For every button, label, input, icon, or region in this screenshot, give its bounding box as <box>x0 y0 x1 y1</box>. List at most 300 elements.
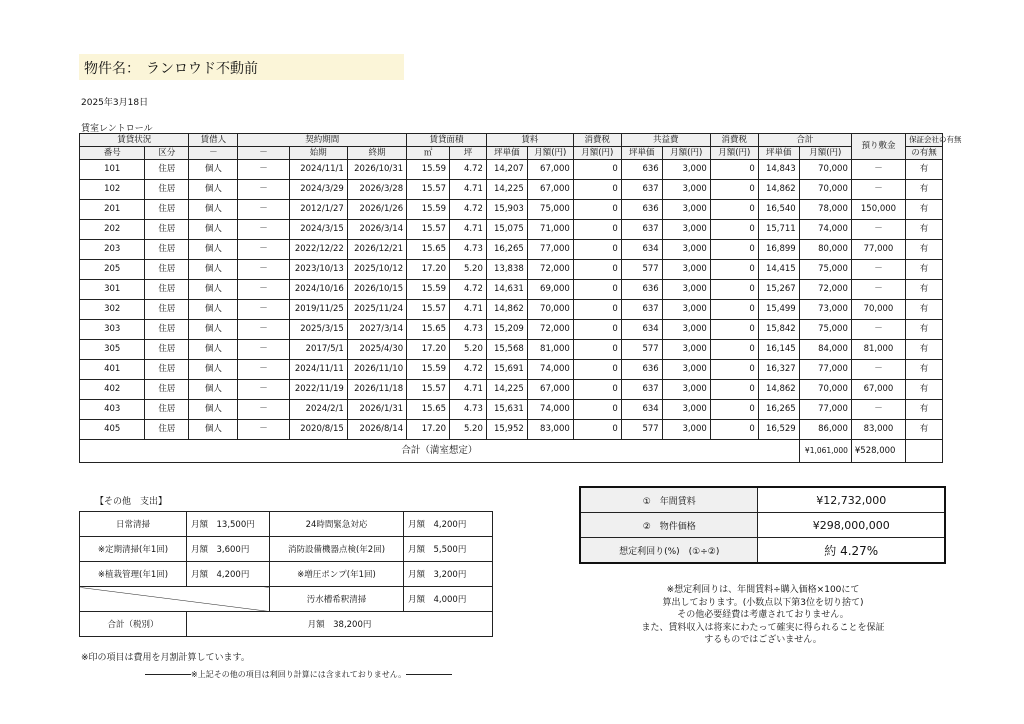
col-tenant-type: － <box>189 147 238 160</box>
category-cell: 住居 <box>145 240 189 260</box>
table-row <box>80 320 943 340</box>
contract-start-cell: 2024/11/1 <box>289 160 347 180</box>
total-per-tsubo-cell: 16,529 <box>758 420 799 440</box>
rent-per-tsubo-cell: 15,952 <box>486 420 527 440</box>
dash-cell: － <box>238 360 289 380</box>
total-monthly-cell: 77,000 <box>799 360 851 380</box>
total-per-tsubo-cell: 16,327 <box>758 360 799 380</box>
rent-monthly-cell: 67,000 <box>527 160 573 180</box>
area-sqm-cell: 15.59 <box>407 200 450 220</box>
rent-roll-body <box>80 160 943 440</box>
dash-cell: － <box>238 180 289 200</box>
rent-per-tsubo-cell: 14,225 <box>486 180 527 200</box>
guarantor-cell: 有 <box>906 360 943 380</box>
contract-end-cell: 2026/10/31 <box>347 160 406 180</box>
guarantor-cell: 有 <box>906 160 943 180</box>
table-row <box>80 340 943 360</box>
area-sqm-cell: 15.65 <box>407 240 450 260</box>
dash-cell: － <box>238 300 289 320</box>
tax-monthly-cell: 0 <box>573 320 621 340</box>
yield-note-line: また、賃料収入は将来にわたって確実に得られることを保証 <box>641 622 885 633</box>
list-item <box>80 537 493 562</box>
area-tsubo-cell: 4.73 <box>450 240 487 260</box>
dash-cell: － <box>238 420 289 440</box>
col-group-area: 賃貸面積 <box>407 134 487 147</box>
dash-cell: － <box>238 380 289 400</box>
area-tsubo-cell: 4.71 <box>450 180 487 200</box>
common-per-tsubo-cell: 636 <box>621 160 662 180</box>
common-per-tsubo-cell: 636 <box>621 360 662 380</box>
area-sqm-cell: 17.20 <box>407 340 450 360</box>
col-group-lease-status: 賃貸状況 <box>80 134 189 147</box>
common-per-tsubo-cell: 637 <box>621 300 662 320</box>
category-cell: 住居 <box>145 220 189 240</box>
rent-monthly-cell: 83,000 <box>527 420 573 440</box>
other-costs-total-label: 合計（税別） <box>80 612 187 637</box>
rent-monthly-cell: 72,000 <box>527 260 573 280</box>
rent-monthly-cell: 71,000 <box>527 220 573 240</box>
common-monthly-cell: 3,000 <box>662 260 710 280</box>
tax2-monthly-cell: 0 <box>710 340 758 360</box>
tax2-monthly-cell: 0 <box>710 320 758 340</box>
yield-note-line: するものではございません。 <box>704 635 822 645</box>
area-tsubo-cell: 4.73 <box>450 400 487 420</box>
category-cell: 住居 <box>145 160 189 180</box>
unit-number-cell: 201 <box>80 200 145 220</box>
tenant-type-cell: 個人 <box>189 220 238 240</box>
rent-roll-total-empty <box>906 440 943 463</box>
guarantor-cell: 有 <box>906 280 943 300</box>
tax2-monthly-cell: 0 <box>710 160 758 180</box>
col-group-rent: 賃料 <box>486 134 573 147</box>
contract-start-cell: 2024/10/16 <box>289 280 347 300</box>
dash-cell: － <box>238 160 289 180</box>
other-costs-label: 【その他 支出】 <box>95 497 168 507</box>
list-item <box>80 512 493 537</box>
rent-per-tsubo-cell: 15,903 <box>486 200 527 220</box>
category-cell: 住居 <box>145 180 189 200</box>
tenant-type-cell: 個人 <box>189 240 238 260</box>
cost-item-label: 消防設備機器点検(年2回) <box>270 537 404 562</box>
guarantor-cell: 有 <box>906 320 943 340</box>
dash-cell: － <box>238 320 289 340</box>
rent-per-tsubo-cell: 16,265 <box>486 240 527 260</box>
area-tsubo-cell: 4.72 <box>450 360 487 380</box>
rent-monthly-cell: 75,000 <box>527 200 573 220</box>
tenant-type-cell: 個人 <box>189 360 238 380</box>
common-monthly-cell: 3,000 <box>662 240 710 260</box>
guarantor-cell: 有 <box>906 300 943 320</box>
contract-start-cell: 2024/3/15 <box>289 220 347 240</box>
list-item <box>80 562 493 587</box>
unit-number-cell: 102 <box>80 180 145 200</box>
col-deposit: 預り敷金 <box>851 134 905 160</box>
tenant-type-cell: 個人 <box>189 400 238 420</box>
rent-per-tsubo-cell: 14,862 <box>486 300 527 320</box>
col-category: 区分 <box>145 147 189 160</box>
common-monthly-cell: 3,000 <box>662 280 710 300</box>
tax2-monthly-cell: 0 <box>710 280 758 300</box>
contract-end-cell: 2026/12/21 <box>347 240 406 260</box>
common-monthly-cell: 3,000 <box>662 340 710 360</box>
common-monthly-cell: 3,000 <box>662 300 710 320</box>
rent-roll-total-deposit: ¥528,000 <box>851 440 905 463</box>
col-tax-monthly: 月額(円) <box>573 147 621 160</box>
contract-start-cell: 2023/10/13 <box>289 260 347 280</box>
col-number: 番号 <box>80 147 145 160</box>
deposit-cell: － <box>851 160 905 180</box>
contract-start-cell: 2022/12/22 <box>289 240 347 260</box>
col-total-per-tsubo: 坪単価 <box>758 147 799 160</box>
total-monthly-cell: 74,000 <box>799 220 851 240</box>
area-sqm-cell: 17.20 <box>407 260 450 280</box>
empty-diagonal-cell <box>80 587 270 612</box>
tenant-type-cell: 個人 <box>189 420 238 440</box>
common-per-tsubo-cell: 634 <box>621 240 662 260</box>
contract-end-cell: 2025/11/24 <box>347 300 406 320</box>
rent-per-tsubo-cell: 13,838 <box>486 260 527 280</box>
deposit-cell: 70,000 <box>851 300 905 320</box>
tax2-monthly-cell: 0 <box>710 260 758 280</box>
yield-table <box>579 486 946 564</box>
total-monthly-cell: 86,000 <box>799 420 851 440</box>
guarantor-cell: 有 <box>906 380 943 400</box>
total-per-tsubo-cell: 15,267 <box>758 280 799 300</box>
common-per-tsubo-cell: 637 <box>621 180 662 200</box>
rent-roll-label: 賃室レントロール <box>81 124 153 134</box>
total-monthly-cell: 80,000 <box>799 240 851 260</box>
total-monthly-cell: 73,000 <box>799 300 851 320</box>
cost-item-label: ※定期清掃(年1回) <box>80 537 187 562</box>
category-cell: 住居 <box>145 200 189 220</box>
tax2-monthly-cell: 0 <box>710 420 758 440</box>
area-tsubo-cell: 4.71 <box>450 220 487 240</box>
contract-end-cell: 2026/10/15 <box>347 280 406 300</box>
category-cell: 住居 <box>145 360 189 380</box>
expected-yield-label: 想定利回り(%) (①÷②) <box>580 538 758 564</box>
cost-item-amount: 月額 3,600円 <box>187 537 270 562</box>
contract-start-cell: 2019/11/25 <box>289 300 347 320</box>
annual-rent-row <box>580 487 945 513</box>
dash-cell: － <box>238 340 289 360</box>
rent-per-tsubo-cell: 14,631 <box>486 280 527 300</box>
area-sqm-cell: 15.57 <box>407 380 450 400</box>
area-tsubo-cell: 4.73 <box>450 320 487 340</box>
cost-item-amount: 月額 4,200円 <box>187 562 270 587</box>
contract-end-cell: 2026/1/31 <box>347 400 406 420</box>
unit-number-cell: 203 <box>80 240 145 260</box>
table-row <box>80 300 943 320</box>
unit-number-cell: 403 <box>80 400 145 420</box>
unit-number-cell: 305 <box>80 340 145 360</box>
col-group-tax: 消費税 <box>573 134 621 147</box>
deposit-cell: － <box>851 220 905 240</box>
tenant-type-cell: 個人 <box>189 260 238 280</box>
tax-monthly-cell: 0 <box>573 220 621 240</box>
tax-monthly-cell: 0 <box>573 200 621 220</box>
common-per-tsubo-cell: 637 <box>621 380 662 400</box>
table-row <box>80 360 943 380</box>
common-per-tsubo-cell: 577 <box>621 340 662 360</box>
property-price-row <box>580 513 945 538</box>
contract-start-cell: 2024/2/1 <box>289 400 347 420</box>
total-per-tsubo-cell: 15,711 <box>758 220 799 240</box>
common-per-tsubo-cell: 636 <box>621 280 662 300</box>
area-sqm-cell: 15.59 <box>407 360 450 380</box>
col-dash: － <box>238 147 289 160</box>
property-label: 物件名： <box>84 61 140 77</box>
common-monthly-cell: 3,000 <box>662 200 710 220</box>
property-name: ランロウド不動前 <box>146 61 258 77</box>
area-sqm-cell: 15.57 <box>407 300 450 320</box>
common-monthly-cell: 3,000 <box>662 220 710 240</box>
tax2-monthly-cell: 0 <box>710 360 758 380</box>
total-per-tsubo-cell: 16,145 <box>758 340 799 360</box>
dash-cell: － <box>238 200 289 220</box>
contract-start-cell: 2024/11/11 <box>289 360 347 380</box>
total-monthly-cell: 70,000 <box>799 160 851 180</box>
deposit-cell: － <box>851 260 905 280</box>
rent-roll-table <box>79 133 962 463</box>
common-monthly-cell: 3,000 <box>662 400 710 420</box>
rent-per-tsubo-cell: 15,631 <box>486 400 527 420</box>
common-monthly-cell: 3,000 <box>662 320 710 340</box>
tenant-type-cell: 個人 <box>189 320 238 340</box>
area-tsubo-cell: 5.20 <box>450 420 487 440</box>
col-group-tax-2: 消費税 <box>710 134 758 147</box>
divider-line-left <box>145 674 191 675</box>
common-monthly-cell: 3,000 <box>662 160 710 180</box>
guarantor-cell: 有 <box>906 420 943 440</box>
category-cell: 住居 <box>145 380 189 400</box>
common-per-tsubo-cell: 636 <box>621 200 662 220</box>
tax-monthly-cell: 0 <box>573 240 621 260</box>
tax-monthly-cell: 0 <box>573 300 621 320</box>
guarantor-cell: 有 <box>906 200 943 220</box>
deposit-cell: 81,000 <box>851 340 905 360</box>
table-row <box>80 280 943 300</box>
contract-end-cell: 2026/11/18 <box>347 380 406 400</box>
guarantor-cell: 有 <box>906 180 943 200</box>
total-per-tsubo-cell: 16,899 <box>758 240 799 260</box>
common-monthly-cell: 3,000 <box>662 420 710 440</box>
unit-number-cell: 405 <box>80 420 145 440</box>
area-tsubo-cell: 4.71 <box>450 300 487 320</box>
table-row <box>80 180 943 200</box>
dash-cell: － <box>238 280 289 300</box>
rent-per-tsubo-cell: 14,207 <box>486 160 527 180</box>
rent-roll-total-row <box>80 440 943 463</box>
area-tsubo-cell: 4.72 <box>450 160 487 180</box>
col-tsubo: 坪 <box>450 147 487 160</box>
unit-number-cell: 402 <box>80 380 145 400</box>
rent-monthly-cell: 81,000 <box>527 340 573 360</box>
total-monthly-cell: 72,000 <box>799 280 851 300</box>
tenant-type-cell: 個人 <box>189 340 238 360</box>
expected-yield-row <box>580 538 945 564</box>
yield-note-line: 算出しております。(小数点以下第3位を切り捨て) <box>662 597 864 608</box>
rent-monthly-cell: 67,000 <box>527 380 573 400</box>
area-sqm-cell: 15.65 <box>407 320 450 340</box>
table-row <box>80 240 943 260</box>
area-sqm-cell: 15.57 <box>407 180 450 200</box>
col-common-per-tsubo: 坪単価 <box>621 147 662 160</box>
yield-notes <box>580 584 946 647</box>
guarantor-cell: 有 <box>906 220 943 240</box>
tax-monthly-cell: 0 <box>573 180 621 200</box>
other-costs-body <box>80 512 493 612</box>
contract-start-cell: 2017/5/1 <box>289 340 347 360</box>
document-date: 2025年3月18日 <box>81 98 149 108</box>
total-per-tsubo-cell: 15,499 <box>758 300 799 320</box>
table-row <box>80 380 943 400</box>
property-price-label: ② 物件価格 <box>580 513 758 538</box>
cost-item-label: 汚水槽希釈清掃 <box>270 587 404 612</box>
tenant-type-cell: 個人 <box>189 380 238 400</box>
dash-cell: － <box>238 260 289 280</box>
col-tax2-monthly: 月額(円) <box>710 147 758 160</box>
contract-end-cell: 2026/8/14 <box>347 420 406 440</box>
col-start: 始期 <box>289 147 347 160</box>
area-tsubo-cell: 5.20 <box>450 260 487 280</box>
total-per-tsubo-cell: 16,265 <box>758 400 799 420</box>
area-tsubo-cell: 4.71 <box>450 380 487 400</box>
guarantor-cell: 有 <box>906 240 943 260</box>
unit-number-cell: 302 <box>80 300 145 320</box>
contract-start-cell: 2020/8/15 <box>289 420 347 440</box>
total-monthly-cell: 78,000 <box>799 200 851 220</box>
deposit-cell: 67,000 <box>851 380 905 400</box>
rent-roll-total-label: 合計（満室想定） <box>80 440 800 463</box>
deposit-cell: 150,000 <box>851 200 905 220</box>
annual-rent-value: ¥12,732,000 <box>758 487 945 513</box>
rent-monthly-cell: 72,000 <box>527 320 573 340</box>
table-row <box>80 160 943 180</box>
tenant-type-cell: 個人 <box>189 160 238 180</box>
table-row <box>80 400 943 420</box>
cost-item-label: ※増圧ポンプ(年1回) <box>270 562 404 587</box>
area-sqm-cell: 15.65 <box>407 400 450 420</box>
deposit-cell: － <box>851 280 905 300</box>
expected-yield-value: 約 4.27% <box>758 538 945 564</box>
common-per-tsubo-cell: 634 <box>621 320 662 340</box>
rent-monthly-cell: 74,000 <box>527 360 573 380</box>
common-per-tsubo-cell: 634 <box>621 400 662 420</box>
col-guarantor: 保証会社の有無 <box>906 134 943 147</box>
common-monthly-cell: 3,000 <box>662 360 710 380</box>
dash-cell: － <box>238 220 289 240</box>
rent-roll-header-row-2 <box>80 147 943 160</box>
total-monthly-cell: 70,000 <box>799 380 851 400</box>
annual-rent-label: ① 年間賃料 <box>580 487 758 513</box>
tax2-monthly-cell: 0 <box>710 240 758 260</box>
tax-monthly-cell: 0 <box>573 400 621 420</box>
deposit-cell: － <box>851 180 905 200</box>
table-row <box>80 220 943 240</box>
dash-cell: － <box>238 400 289 420</box>
contract-end-cell: 2027/3/14 <box>347 320 406 340</box>
contract-end-cell: 2026/3/14 <box>347 220 406 240</box>
cost-item-label: ※植栽管理(年1回) <box>80 562 187 587</box>
unit-number-cell: 205 <box>80 260 145 280</box>
other-costs-note: ※印の項目は費用を月割計算しています。 <box>81 653 250 663</box>
other-costs-total-value: 月額 38,200円 <box>187 612 493 637</box>
col-sqm: ㎡ <box>407 147 450 160</box>
total-monthly-cell: 75,000 <box>799 260 851 280</box>
col-common-monthly: 月額(円) <box>662 147 710 160</box>
total-per-tsubo-cell: 15,842 <box>758 320 799 340</box>
unit-number-cell: 401 <box>80 360 145 380</box>
category-cell: 住居 <box>145 300 189 320</box>
total-per-tsubo-cell: 16,540 <box>758 200 799 220</box>
cost-item-amount: 月額 5,500円 <box>404 537 493 562</box>
common-per-tsubo-cell: 637 <box>621 220 662 240</box>
total-monthly-cell: 84,000 <box>799 340 851 360</box>
rent-roll-header-row-1 <box>80 134 943 147</box>
yield-exclusion-note: ※上記その他の項目は利回り計算には含まれておりません。 <box>145 669 452 680</box>
guarantor-cell: 有 <box>906 400 943 420</box>
tax2-monthly-cell: 0 <box>710 180 758 200</box>
common-per-tsubo-cell: 577 <box>621 420 662 440</box>
total-monthly-cell: 77,000 <box>799 400 851 420</box>
area-sqm-cell: 17.20 <box>407 420 450 440</box>
rent-roll-total-monthly: ¥1,061,000 <box>799 440 851 463</box>
cost-item-amount: 月額 4,200円 <box>404 512 493 537</box>
table-row <box>80 200 943 220</box>
divider-line-right <box>406 674 452 675</box>
common-monthly-cell: 3,000 <box>662 380 710 400</box>
deposit-cell: 83,000 <box>851 420 905 440</box>
total-per-tsubo-cell: 14,862 <box>758 380 799 400</box>
tenant-type-cell: 個人 <box>189 200 238 220</box>
col-total-monthly: 月額(円) <box>799 147 851 160</box>
col-group-contract-period: 契約期間 <box>238 134 407 147</box>
category-cell: 住居 <box>145 320 189 340</box>
rent-monthly-cell: 74,000 <box>527 400 573 420</box>
area-tsubo-cell: 5.20 <box>450 340 487 360</box>
yield-note-line: ※想定利回りは、年間賃料÷購入価格×100にて <box>666 585 860 595</box>
total-monthly-cell: 70,000 <box>799 180 851 200</box>
tenant-type-cell: 個人 <box>189 300 238 320</box>
dash-cell: － <box>238 240 289 260</box>
col-rent-monthly: 月額(円) <box>527 147 573 160</box>
deposit-cell: － <box>851 400 905 420</box>
table-row <box>80 420 943 440</box>
area-sqm-cell: 15.59 <box>407 280 450 300</box>
tenant-type-cell: 個人 <box>189 180 238 200</box>
contract-start-cell: 2024/3/29 <box>289 180 347 200</box>
total-monthly-cell: 75,000 <box>799 320 851 340</box>
table-row <box>80 260 943 280</box>
common-monthly-cell: 3,000 <box>662 180 710 200</box>
list-item <box>80 587 493 612</box>
cost-item-amount: 月額 13,500円 <box>187 512 270 537</box>
other-costs-table <box>79 511 493 637</box>
cost-item-label: 日常清掃 <box>80 512 187 537</box>
unit-number-cell: 202 <box>80 220 145 240</box>
area-tsubo-cell: 4.72 <box>450 280 487 300</box>
tenant-type-cell: 個人 <box>189 280 238 300</box>
total-per-tsubo-cell: 14,415 <box>758 260 799 280</box>
contract-start-cell: 2022/11/19 <box>289 380 347 400</box>
rent-per-tsubo-cell: 15,209 <box>486 320 527 340</box>
tax-monthly-cell: 0 <box>573 420 621 440</box>
property-title <box>84 58 258 78</box>
deposit-cell: － <box>851 360 905 380</box>
contract-end-cell: 2026/1/26 <box>347 200 406 220</box>
col-end: 終期 <box>347 147 406 160</box>
category-cell: 住居 <box>145 340 189 360</box>
